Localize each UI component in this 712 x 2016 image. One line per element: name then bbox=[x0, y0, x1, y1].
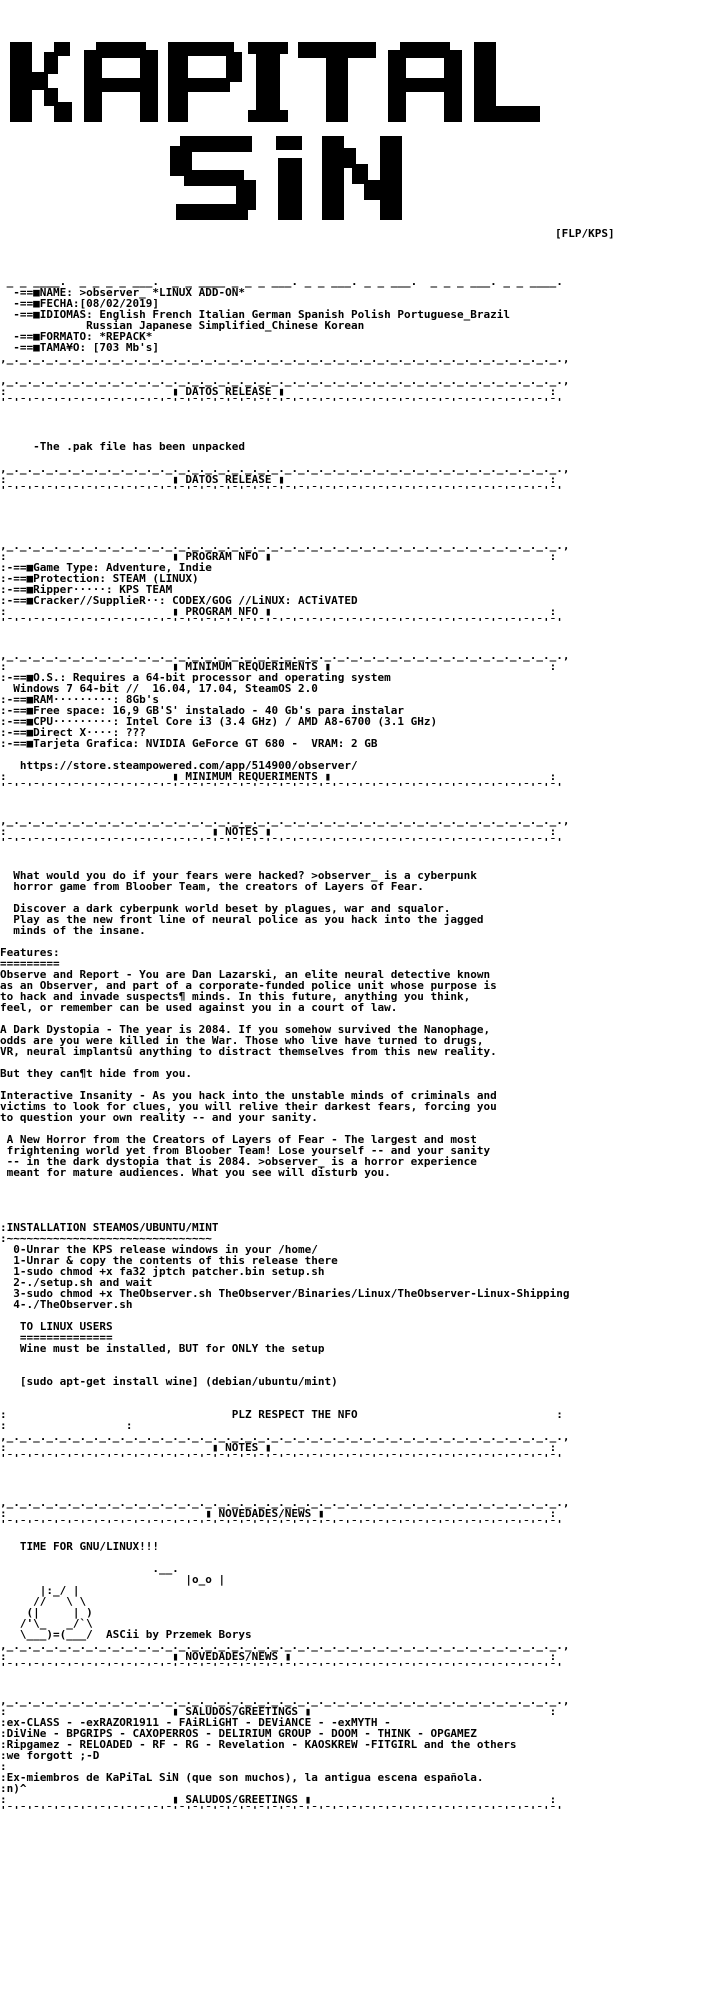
nfo-line: _ _ ____. _ _ _ _ ___. _ _ ____ _ _ _ ___. _ _ ___. _ _ ___. _ _ _ ___. _ _ ____. bbox=[0, 275, 563, 288]
kapital-sin-logo bbox=[0, 30, 712, 230]
nfo-line: : PLZ RESPECT THE NFO : bbox=[0, 1408, 563, 1421]
nfo-line: -==■IDIOMAS: English French Italian German Spanish Polish Portuguese_Brazil bbox=[0, 308, 510, 321]
nfo-line: :-==■Protection: STEAM (LINUX) bbox=[0, 572, 199, 585]
nfo-line: Discover a dark cyberpunk world beset by plagues, war and squalor. bbox=[0, 902, 451, 915]
nfo-line bbox=[0, 1178, 570, 1189]
nfo-line: : ▮ NOVEDADES/NEWS ▮ : bbox=[0, 1507, 557, 1520]
nfo-line: :ex-CLASS - -exRAZOR1911 - FAiRLiGHT - DEViANCE - -exMYTH - bbox=[0, 1716, 391, 1729]
nfo-line: :-==■O.S.: Requires a 64-bit processor and operating system bbox=[0, 671, 391, 684]
release-tag: [FLP/KPS] bbox=[555, 227, 615, 240]
nfo-line: A Dark Dystopia - The year is 2084. If you somehow survived the Nanophage, bbox=[0, 1023, 491, 1036]
nfo-line: odds are you were killed in the War. Those who live have turned to drugs, bbox=[0, 1034, 484, 1047]
nfo-line bbox=[0, 518, 570, 529]
nfo-line bbox=[0, 419, 570, 430]
nfo-line: ,_._._._._._._._._._._._._._._._._._._._._._._._._._._._._._._._._._._._._._._._._._., bbox=[0, 814, 570, 827]
nfo-line: '¯'¯'¯'¯'¯'¯'¯'¯'¯'¯'¯'¯'¯'¯'¯'¯'¯'¯'¯'¯'¯'¯'¯'¯'¯'¯'¯'¯'¯'¯'¯'¯'¯'¯'¯'¯'¯'¯'¯'¯'¯'¯' bbox=[0, 484, 563, 497]
nfo-line: Observe and Report - You are Dan Lazarski, an elite neural detective known bbox=[0, 968, 491, 981]
nfo-line bbox=[0, 1200, 570, 1211]
nfo-line: 2-./setup.sh and wait bbox=[0, 1276, 153, 1289]
nfo-line: :-==■Direct X····: ??? bbox=[0, 726, 146, 739]
nfo-line: :INSTALLATION STEAMOS/UBUNTU/MINT bbox=[0, 1221, 219, 1234]
nfo-line: '¯'¯'¯'¯'¯'¯'¯'¯'¯'¯'¯'¯'¯'¯'¯'¯'¯'¯'¯'¯'¯'¯'¯'¯'¯'¯'¯'¯'¯'¯'¯'¯'¯'¯'¯'¯'¯'¯'¯'¯'¯'¯' bbox=[0, 1518, 563, 1531]
nfo-line: |:_/ | bbox=[0, 1584, 80, 1597]
nfo-line: .__. bbox=[0, 1562, 179, 1575]
nfo-line bbox=[0, 936, 570, 947]
nfo-line: : bbox=[0, 1760, 7, 1773]
nfo-line: ,_._._._._._._._._._._._._._._._._._._._._._._._._._._._._._._._._._._._._._._._._._., bbox=[0, 1430, 570, 1443]
nfo-line: minds of the insane. bbox=[0, 924, 146, 937]
nfo-line: :DiViNe - BPGRIPS - CAXOPERROS - DELIRIUM GROUP - DOOM - THINK - OPGAMEZ bbox=[0, 1727, 477, 1740]
nfo-line: 1-sudo chmod +x fa32 jptch patcher.bin setup.sh bbox=[0, 1265, 325, 1278]
nfo-line bbox=[0, 496, 570, 507]
nfo-line: :-==■Tarjeta Grafica: NVIDIA GeForce GT 680 - VRAM: 2 GB bbox=[0, 737, 378, 750]
nfo-line: : ▮ SALUDOS/GREETINGS ▮ : bbox=[0, 1705, 557, 1718]
nfo-line: Wine must be installed, BUT for ONLY the setup bbox=[0, 1342, 325, 1355]
nfo-text bbox=[0, 276, 570, 1816]
nfo-line: 3-sudo chmod +x TheObserver.sh TheObserver/Binaries/Linux/TheObserver-Linux-Shipping bbox=[0, 1287, 570, 1300]
nfo-line: feel, or remember can be used against you in a court of law. bbox=[0, 1001, 398, 1014]
nfo-line: '¯'¯'¯'¯'¯'¯'¯'¯'¯'¯'¯'¯'¯'¯'¯'¯'¯'¯'¯'¯'¯'¯'¯'¯'¯'¯'¯'¯'¯'¯'¯'¯'¯'¯'¯'¯'¯'¯'¯'¯'¯'¯' bbox=[0, 781, 563, 794]
nfo-line: ,_._._._._._._._._._._._._._._._._._._._._._._._._._._._._._._._._._._._._._._._._._., bbox=[0, 539, 570, 552]
nfo-line: \___)=(___/ ASCii by Przemek Borys bbox=[0, 1628, 252, 1641]
nfo-line: : : bbox=[0, 1419, 133, 1432]
nfo-line: :-==■RAM·········: 8Gb's bbox=[0, 693, 159, 706]
nfo-line: :-==■CPU·········: Intel Core i3 (3.4 GHz) / AMD A8-6700 (3.1 GHz) bbox=[0, 715, 438, 728]
nfo-line: to question your own reality -- and your sanity. bbox=[0, 1111, 318, 1124]
nfo-line bbox=[0, 408, 570, 419]
nfo-line bbox=[0, 1387, 570, 1398]
nfo-line: : ▮ PROGRAM NFO ▮ : bbox=[0, 605, 557, 618]
nfo-line: Windows 7 64-bit // 16.04, 17.04, SteamOS 2.0 bbox=[0, 682, 318, 695]
nfo-line: '¯'¯'¯'¯'¯'¯'¯'¯'¯'¯'¯'¯'¯'¯'¯'¯'¯'¯'¯'¯'¯'¯'¯'¯'¯'¯'¯'¯'¯'¯'¯'¯'¯'¯'¯'¯'¯'¯'¯'¯'¯'¯' bbox=[0, 616, 563, 629]
nfo-line: '¯'¯'¯'¯'¯'¯'¯'¯'¯'¯'¯'¯'¯'¯'¯'¯'¯'¯'¯'¯'¯'¯'¯'¯'¯'¯'¯'¯'¯'¯'¯'¯'¯'¯'¯'¯'¯'¯'¯'¯'¯'¯' bbox=[0, 836, 563, 849]
nfo-line: https://store.steampowered.com/app/514900/observer/ bbox=[0, 759, 358, 772]
nfo-line: :-==■Game Type: Adventure, Indie bbox=[0, 561, 212, 574]
nfo-line: -==■FORMATO: *REPACK* bbox=[0, 330, 153, 343]
nfo-line: frightening world yet from Bloober Team! Lose yourself -- and your sanity bbox=[0, 1144, 491, 1157]
nfo-line: ,_._._._._._._._._._._._._._._._._._._._._._._._._._._._._._._._._._._._._._._._._._., bbox=[0, 1639, 570, 1652]
nfo-line: :~~~~~~~~~~~~~~~~~~~~~~~~~~~~~~~ bbox=[0, 1232, 212, 1245]
nfo-line bbox=[0, 1464, 570, 1475]
nfo-line: -- in the dark dystopia that is 2084. >observer_ is a horror experience bbox=[0, 1155, 477, 1168]
nfo-line: :n)^ bbox=[0, 1782, 27, 1795]
nfo-line: ,_._._._._._._._._._._._._._._._._._._._._._._._._._._._._._._._._._._._._._._._._._., bbox=[0, 1496, 570, 1509]
nfo-line: VR, neural implantsû anything to distract themselves from this new reality. bbox=[0, 1045, 497, 1058]
nfo-line: : ▮ SALUDOS/GREETINGS ▮ : bbox=[0, 1793, 557, 1806]
nfo-line: : ▮ MINIMUM REQUERIMENTS ▮ : bbox=[0, 770, 557, 783]
nfo-line: -==■FECHA:[08/02/2019] bbox=[0, 297, 159, 310]
nfo-line bbox=[0, 1475, 570, 1486]
nfo-line bbox=[0, 1189, 570, 1200]
nfo-line: '¯'¯'¯'¯'¯'¯'¯'¯'¯'¯'¯'¯'¯'¯'¯'¯'¯'¯'¯'¯'¯'¯'¯'¯'¯'¯'¯'¯'¯'¯'¯'¯'¯'¯'¯'¯'¯'¯'¯'¯'¯'¯' bbox=[0, 396, 563, 409]
nfo-line: : ▮ NOTES ▮ : bbox=[0, 1441, 557, 1454]
nfo-line: (| | ) bbox=[0, 1606, 93, 1619]
nfo-line: :-==■Ripper·····: KPS TEAM bbox=[0, 583, 173, 596]
nfo-line: 1-Unrar & copy the contents of this release there bbox=[0, 1254, 338, 1267]
nfo-line: horror game from Bloober Team, the creators of Layers of Fear. bbox=[0, 880, 424, 893]
nfo-line: Interactive Insanity - As you hack into the unstable minds of criminals and bbox=[0, 1089, 497, 1102]
nfo-line: /'\_ _/`\ bbox=[0, 1617, 93, 1630]
nfo-line: 4-./TheObserver.sh bbox=[0, 1298, 133, 1311]
nfo-line: TO LINUX USERS bbox=[0, 1320, 113, 1333]
nfo-line: But they can¶t hide from you. bbox=[0, 1067, 193, 1080]
nfo-line: ========= bbox=[0, 957, 60, 970]
nfo-line: meant for mature audiences. What you see will disturb you. bbox=[0, 1166, 391, 1179]
nfo-line bbox=[0, 1673, 570, 1684]
nfo-line bbox=[0, 507, 570, 518]
nfo-line: A New Horror from the Creators of Layers of Fear - The largest and most bbox=[0, 1133, 477, 1146]
nfo-line: What would you do if your fears were hacked? >observer_ is a cyberpunk bbox=[0, 869, 477, 882]
nfo-line: 0-Unrar the KPS release windows in your /home/ bbox=[0, 1243, 318, 1256]
nfo-line: : ▮ NOTES ▮ : bbox=[0, 825, 557, 838]
nfo-line: -==■TAMA¥O: [703 Mb's] bbox=[0, 341, 159, 354]
nfo-line: to hack and invade suspects¶ minds. In this future, anything you think, bbox=[0, 990, 471, 1003]
nfo-line: Russian Japanese Simplified_Chinese Korean bbox=[0, 319, 365, 332]
nfo-line: : ▮ DATOS RELEASE ▮ : bbox=[0, 385, 557, 398]
nfo-line: [sudo apt-get install wine] (debian/ubuntu/mint) bbox=[0, 1375, 338, 1388]
nfo-line bbox=[0, 848, 570, 859]
nfo-line: :-==■Cracker//SupplieR··: CODEX/GOG //LiNUX: ACTiVATED bbox=[0, 594, 358, 607]
nfo-line: ,_._._._._._._._._._._._._._._._._._._._._._._._._._._._._._._._._._._._._._._._._._., bbox=[0, 649, 570, 662]
nfo-line: Play as the new front line of neural police as you hack into the jagged bbox=[0, 913, 484, 926]
nfo-line bbox=[0, 628, 570, 639]
nfo-line: -The .pak file has been unpacked bbox=[0, 440, 246, 453]
nfo-line: '¯'¯'¯'¯'¯'¯'¯'¯'¯'¯'¯'¯'¯'¯'¯'¯'¯'¯'¯'¯'¯'¯'¯'¯'¯'¯'¯'¯'¯'¯'¯'¯'¯'¯'¯'¯'¯'¯'¯'¯'¯'¯' bbox=[0, 1661, 563, 1674]
nfo-line: :we forgott ;-D bbox=[0, 1749, 100, 1762]
nfo-line: ,_._._._._._._._._._._._._._._._._._._._._._._._._._._._._._._._._._._._._._._._._._., bbox=[0, 1694, 570, 1707]
nfo-line: '¯'¯'¯'¯'¯'¯'¯'¯'¯'¯'¯'¯'¯'¯'¯'¯'¯'¯'¯'¯'¯'¯'¯'¯'¯'¯'¯'¯'¯'¯'¯'¯'¯'¯'¯'¯'¯'¯'¯'¯'¯'¯' bbox=[0, 1804, 563, 1817]
nfo-line bbox=[0, 1354, 570, 1365]
nfo-line: // \ \ bbox=[0, 1595, 87, 1608]
nfo-line: ,_._._._._._._._._._._._._._._._._._._._._._._._._._._._._._._._._._._._._._._._._._., bbox=[0, 352, 570, 365]
nfo-line: :Ex-miembros de KaPiTaL SiN (que son muchos), la antigua escena española. bbox=[0, 1771, 484, 1784]
nfo-line: victims to look for clues, you will relive their darkest fears, forcing you bbox=[0, 1100, 497, 1113]
nfo-line: as an Observer, and part of a corporate-funded police unit whose purpose is bbox=[0, 979, 497, 992]
nfo-line: |o_o | bbox=[0, 1573, 226, 1586]
nfo-line: TIME FOR GNU/LINUX!!! bbox=[0, 1540, 159, 1553]
nfo-line: ,_._._._._._._._._._._._._._._._._._._._._._._._._._._._._._._._._._._._._._._._._._., bbox=[0, 462, 570, 475]
nfo-line: : ▮ DATOS RELEASE ▮ : bbox=[0, 473, 557, 486]
nfo-line: '¯'¯'¯'¯'¯'¯'¯'¯'¯'¯'¯'¯'¯'¯'¯'¯'¯'¯'¯'¯'¯'¯'¯'¯'¯'¯'¯'¯'¯'¯'¯'¯'¯'¯'¯'¯'¯'¯'¯'¯'¯'¯' bbox=[0, 1452, 563, 1465]
nfo-line: :-==■Free space: 16,9 GB'S' instalado - 40 Gb's para instalar bbox=[0, 704, 404, 717]
nfo-line: : ▮ NOVEDADES/NEWS ▮ : bbox=[0, 1650, 557, 1663]
nfo-line: ,_._._._._._._._._._._._._._._._._._._._._._._._._._._._._._._._._._._._._._._._._._., bbox=[0, 374, 570, 387]
nfo-line: : ▮ MINIMUM REQUERIMENTS ▮ : bbox=[0, 660, 557, 673]
nfo-line bbox=[0, 793, 570, 804]
nfo-line: -==■NAME: >observer_ *LINUX ADD-ON* bbox=[0, 286, 246, 299]
nfo-line: ============== bbox=[0, 1331, 113, 1344]
nfo-line: :Ripgamez - RELOADED - RF - RG - Revelation - KAOSKREW -FITGIRL and the others bbox=[0, 1738, 517, 1751]
nfo-line: Features: bbox=[0, 946, 60, 959]
nfo-line: : ▮ PROGRAM NFO ▮ : bbox=[0, 550, 557, 563]
